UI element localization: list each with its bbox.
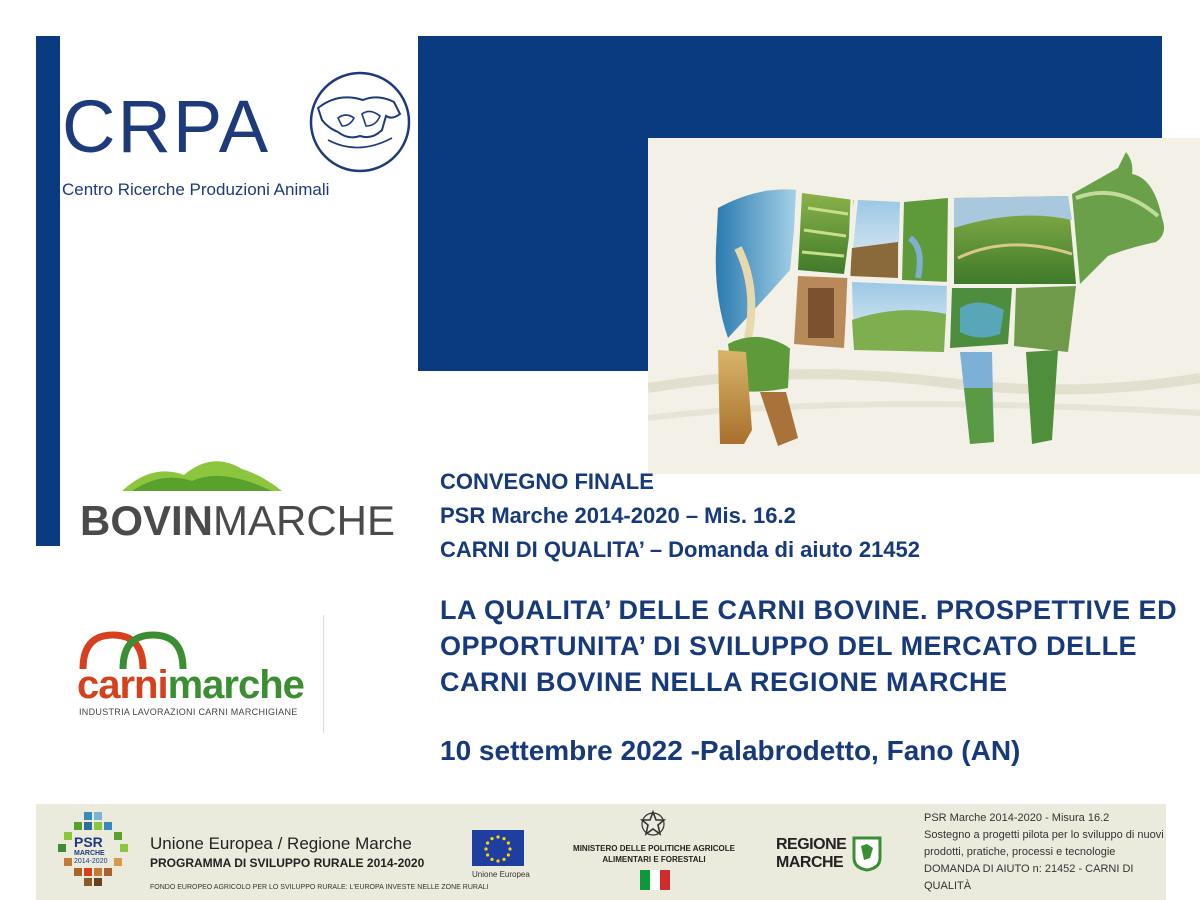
bovinmarche-wordmark: BOVINMARCHE [80,497,396,544]
cow-emblem-icon [308,70,412,174]
italian-emblem-icon [640,810,666,838]
ue-title: Unione Europea / Regione Marche [150,834,412,853]
ue-fund: FONDO EUROPEO AGRICOLO PER LO SVILUPPO RURALE: L'EUROPA INVESTE NELLE ZONE RURALI [150,884,489,891]
carnimarche-subtitle: INDUSTRIA LAVORAZIONI CARNI MARCHIGIANE [79,707,298,717]
event-label: CONVEGNO FINALE [440,469,654,494]
carnimarche-wordmark: carnimarche [77,663,304,707]
crpa-wordmark: CRPA [62,85,271,168]
italian-flag-icon [640,870,670,890]
ue-program: PROGRAMMA DI SVILUPPO RURALE 2014-2020 [150,856,425,870]
measure-line-4: DOMANDA DI AIUTO n: 21452 - CARNI DI QUALITÀ [924,863,1134,892]
regione-line-2: MARCHE [776,854,844,871]
ministry-line-2: ALIMENTARI E FORESTALI [602,855,706,864]
eu-flag-label: Unione Europea [472,870,530,879]
landscape-cow-illustration [648,138,1200,474]
event-title [440,592,1180,700]
carnimarche-logo [65,615,324,733]
measure-line-1: PSR Marche 2014-2020 - Misura 16.2 [924,812,1110,824]
title-line-2: OPPORTUNITA’ DI SVILUPPO DEL MERCATO DELLE [440,631,1138,661]
eu-flag-icon [472,830,524,866]
psr-label: PSR [74,834,103,850]
program-label: PSR Marche 2014-2020 – Mis. 16.2 [440,503,796,528]
ministry-line-1: MINISTERO DELLE POLITICHE AGRICOLE [573,844,735,853]
measure-line-3: prodotti, pratiche, processi e tecnologie [924,846,1116,858]
event-date: 10 settembre 2022 -Palabrodetto, Fano (AN) [440,735,1021,766]
title-line-3: CARNI BOVINE NELLA REGIONE MARCHE [440,667,1008,697]
regione-line-1: REGIONE [776,836,847,853]
crpa-subtitle: Centro Ricerche Produzioni Animali [62,180,330,199]
bovinmarche-logo [80,455,396,545]
measure-description [924,810,1164,895]
psr-years-label: 2014-2020 [74,858,108,865]
funding-footer [36,804,1166,900]
crpa-logo [62,70,422,210]
event-header [440,465,920,567]
project-label: CARNI DI QUALITA’ – Domanda di aiuto 21452 [440,537,921,562]
psr-region-label: MARCHE [74,850,105,857]
measure-line-2: Sostegno a progetti pilota per lo sviluppo di nuovi [924,829,1164,841]
left-accent-bar [36,36,60,546]
regione-marche-shield-icon [852,836,882,872]
green-hills-icon [122,455,282,493]
cow-landscape-image [648,138,1200,474]
title-line-1: LA QUALITA’ DELLE CARNI BOVINE. PROSPETTIVE ED [440,595,1178,625]
